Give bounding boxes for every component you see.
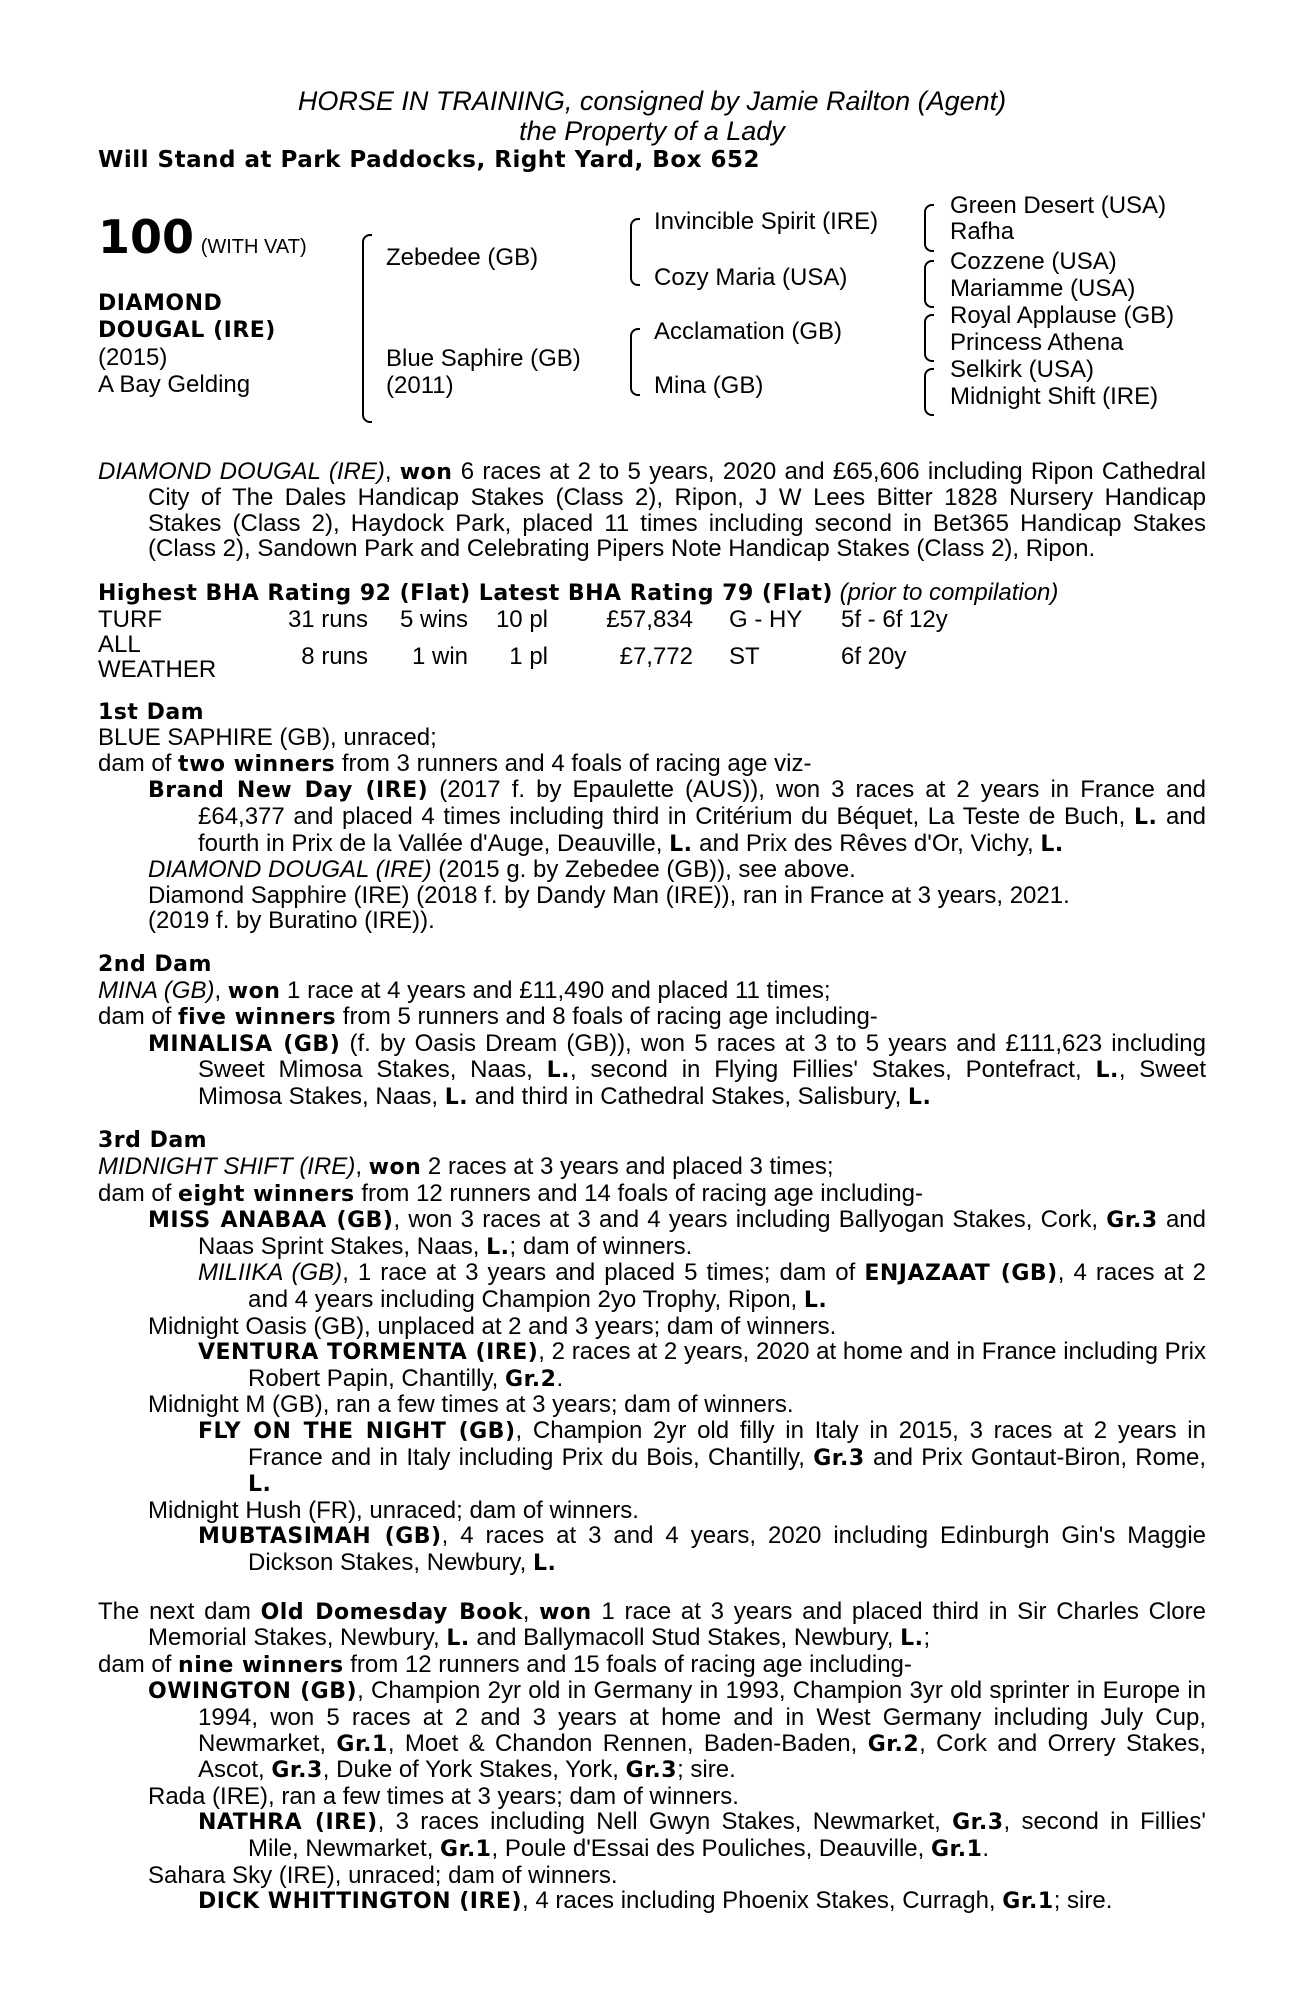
- text-run: MISS ANABAA (GB): [148, 1208, 394, 1234]
- text-run: and Prix Gontaut-Biron, Rome,: [864, 1443, 1206, 1471]
- text-run: , 1 race at 3 years and placed 5 times; dam of: [342, 1259, 865, 1287]
- next-dam-section: [98, 1599, 1206, 1915]
- section-heading: 1st Dam: [98, 699, 205, 725]
- text-run: L.: [444, 1084, 469, 1110]
- text-run: Old Domesday Book: [260, 1599, 523, 1625]
- earnings: £57,834: [606, 605, 693, 633]
- text-run: L.: [1040, 831, 1064, 857]
- text-run: 1 race at 3 years and placed third in Sir Charles Clore Memorial Stakes, Newbury,: [148, 1597, 1206, 1652]
- text-run: Gr.3: [952, 1810, 1004, 1836]
- text-run: FLY ON THE NIGHT (GB): [198, 1419, 516, 1444]
- dam-produce-line: [98, 1652, 1206, 1679]
- text-run: , 4 races including Phoenix Stakes, Curragh,: [522, 1887, 1003, 1915]
- surface: ALL WEATHER: [98, 630, 217, 683]
- text-run: The next dam: [98, 1597, 261, 1625]
- ratings-note: (prior to compilation): [839, 578, 1059, 606]
- sire-parents-brace: [630, 218, 640, 286]
- text-run: , Poule d'Essai des Pouliches, Deauville,: [491, 1834, 931, 1862]
- produce-entry: [98, 1031, 1206, 1111]
- text-run: dam of: [98, 749, 179, 777]
- produce-entry: [98, 1809, 1206, 1862]
- text-run: L.: [669, 831, 693, 857]
- stand-location: Will Stand at Park Paddocks, Right Yard, Box 652: [98, 147, 760, 173]
- text-run: 2 races at 3 years and placed 3 times;: [421, 1153, 834, 1181]
- sire-dam: Cozy Maria (USA): [654, 263, 848, 291]
- g3-brace-4: [924, 368, 934, 416]
- produce-entry: [98, 777, 1206, 857]
- form-table: [98, 607, 948, 682]
- text-run: Gr.1: [1002, 1889, 1054, 1915]
- text-run: Gr.1: [930, 1836, 983, 1862]
- produce-entry: [98, 1260, 1206, 1313]
- vat-label: (WITH VAT): [200, 235, 307, 258]
- dam-parents-brace: [630, 328, 640, 396]
- text-run: from 12 runners and 14 foals of racing age including-: [354, 1179, 923, 1207]
- produce-entry: Midnight M (GB), ran a few times at 3 years; dam of winners.: [148, 1391, 794, 1419]
- text-run: dam of: [98, 1650, 179, 1678]
- text-run: (2017 f. by Epaulette (AUS)), won 3 races at 2 years in France and £64,377 and placed 4 times including third in Critérium du Béquet, La Teste de Buch,: [198, 776, 1207, 830]
- text-run: and third in Cathedral Stakes, Salisbury,: [468, 1082, 908, 1110]
- horse-name-ref: DIAMOND DOUGAL (IRE): [98, 457, 385, 485]
- text-run: ; sire.: [1053, 1887, 1113, 1915]
- text-run: L.: [486, 1234, 510, 1260]
- produce-entry: [98, 1207, 1206, 1260]
- text-run: OWINGTON (GB): [148, 1679, 358, 1705]
- dam-sire: Acclamation (GB): [654, 317, 843, 345]
- dam-dam-dam: Midnight Shift (IRE): [950, 382, 1159, 410]
- text-run: Gr.3: [813, 1445, 865, 1471]
- produce-entry: [98, 1678, 1206, 1783]
- text-run: , 2 races at 2 years, 2020 at home and in France including Prix Robert Papin, Chantilly,: [248, 1338, 1206, 1392]
- g3-brace-2: [924, 260, 934, 308]
- sire-sire-sire: Green Desert (USA): [950, 191, 1167, 219]
- bha-ratings: Highest BHA Rating 92 (Flat) Latest BHA Rating 79 (Flat): [98, 580, 833, 606]
- text-run: MIDNIGHT SHIFT (IRE): [98, 1153, 356, 1181]
- text-run: nine winners: [178, 1652, 344, 1678]
- text-run: .: [982, 1834, 990, 1862]
- text-run: dam of: [98, 1179, 179, 1207]
- produce-entry: [98, 1888, 1206, 1915]
- sire-dam-dam: Mariamme (USA): [950, 274, 1136, 302]
- dam-line: [98, 1154, 1206, 1181]
- text-run: and Prix des Rêves d'Or, Vichy,: [692, 829, 1041, 857]
- dam-dam: Mina (GB): [654, 371, 764, 399]
- distance: 6f 20y: [841, 643, 907, 671]
- text-run: won: [227, 978, 281, 1004]
- text-run: , 3 races including Nell Gwyn Stakes, Newmarket,: [377, 1808, 953, 1836]
- text-run: L.: [900, 1626, 924, 1652]
- text-run: ; sire.: [677, 1756, 736, 1784]
- text-run: dam of: [98, 1003, 179, 1031]
- horse-info: [98, 290, 276, 398]
- produce-entry: (2019 f. by Buratino (IRE)).: [148, 907, 435, 935]
- produce-entry: Midnight Hush (FR), unraced; dam of winners.: [148, 1496, 639, 1524]
- runs: 31 runs: [287, 605, 368, 633]
- dam-produce-line: [98, 751, 1206, 778]
- text-run: from 12 runners and 15 foals of racing age including-: [343, 1650, 912, 1678]
- g3-brace-3: [924, 314, 934, 362]
- text-run: , 4 races at 2 and 4 years including Champion 2yo Trophy, Ripon,: [248, 1259, 1206, 1314]
- text-run: , won 3 races at 3 and 4 years including Ballyogan Stakes, Cork,: [393, 1206, 1107, 1234]
- text-run: Gr.2: [505, 1366, 557, 1392]
- text-run: MUBTASIMAH (GB): [198, 1524, 442, 1550]
- lot-number: 100: [98, 209, 195, 264]
- text-run: from 5 runners and 8 foals of racing age including-: [336, 1003, 878, 1031]
- text-run: NATHRA (IRE): [198, 1810, 378, 1836]
- text-run: from 3 runners and 4 foals of racing age viz-: [335, 749, 812, 777]
- earnings: £7,772: [619, 643, 693, 671]
- horse-name-line2: DOUGAL (IRE): [98, 317, 276, 343]
- property-line: the Property of a Lady: [519, 116, 785, 146]
- section-heading: 3rd Dam: [98, 1128, 208, 1154]
- dam-sire-dam: Princess Athena: [950, 328, 1124, 356]
- text-run: , Champion 2yr old in Germany in 1993, Champion 3yr old sprinter in Europe in 1994, won 5 races at 2 and 3 years at home and in West Germany including July Cup, Newmarket,: [198, 1677, 1206, 1757]
- dam-line: BLUE SAPHIRE (GB), unraced;: [98, 724, 437, 752]
- dam-sire-sire: Royal Applause (GB): [950, 301, 1175, 329]
- produce-entry: [98, 1339, 1206, 1392]
- wins: 1 win: [411, 643, 468, 671]
- text-run: ,: [355, 1153, 369, 1181]
- text-run: , Champion 2yr old filly in Italy in 2015, 3 races at 2 years in France and in Italy including Prix du Bois, Chantilly,: [248, 1417, 1206, 1471]
- text-run: ; dam of winners.: [509, 1232, 693, 1260]
- going: ST: [729, 643, 760, 671]
- text-run: Gr.1: [336, 1731, 388, 1757]
- text-run: ;: [923, 1624, 931, 1652]
- text-run: L.: [546, 1058, 571, 1084]
- text-run: ,: [214, 976, 228, 1004]
- produce-entry: Sahara Sky (IRE), unraced; dam of winners.: [148, 1861, 618, 1889]
- text-run: Brand New Day (IRE): [148, 778, 429, 804]
- wins: 5 wins: [399, 605, 468, 633]
- produce-entry: [98, 1418, 1206, 1498]
- surface: TURF: [98, 605, 162, 633]
- text-run: , 4 races at 3 and 4 years, 2020 including Edinburgh Gin's Maggie Dickson Stakes, Newbury,: [248, 1522, 1206, 1576]
- text-run: VENTURA TORMENTA (IRE): [198, 1340, 539, 1366]
- produce-entry: Midnight Oasis (GB), unplaced at 2 and 3 years; dam of winners.: [148, 1312, 837, 1340]
- text-run: , second in Fillies' Mile, Newmarket,: [248, 1808, 1206, 1862]
- catalogue-page: [98, 86, 1206, 1915]
- text-run: won: [539, 1599, 592, 1625]
- text-run: and Ballymacoll Stud Stakes, Newbury,: [469, 1624, 901, 1652]
- text-run: L.: [803, 1288, 828, 1314]
- text-run: ENJAZAAT (GB): [864, 1261, 1058, 1287]
- text-run: L.: [533, 1550, 557, 1576]
- horse-description: A Bay Gelding: [98, 370, 251, 398]
- third-dam-section: [98, 1128, 1206, 1576]
- text-run: 1 race at 4 years and £11,490 and placed 11 times;: [280, 976, 831, 1004]
- sire-sire-dam: Rafha: [950, 217, 1015, 245]
- text-run: and fourth in Prix de la Vallée d'Auge, Deauville,: [198, 802, 1206, 857]
- going: G - HY: [729, 605, 803, 633]
- text-run: MINALISA (GB): [148, 1031, 341, 1057]
- produce-entry: [98, 857, 1206, 883]
- sire-name: Zebedee (GB): [386, 243, 539, 271]
- text-run: (2015 g. by Zebedee (GB)), see above.: [431, 856, 856, 884]
- text-run: ,: [522, 1597, 540, 1625]
- text-run: Gr.2: [867, 1731, 920, 1757]
- first-dam-section: [98, 700, 1206, 934]
- horse-year: (2015): [98, 343, 168, 371]
- text-run: .: [556, 1364, 564, 1392]
- horse-name-line1: DIAMOND: [98, 290, 223, 316]
- text-run: Gr.1: [440, 1836, 492, 1862]
- lot-number-row: [98, 209, 307, 264]
- sire-dam-sire: Cozzene (USA): [950, 247, 1117, 275]
- text-run: (f. by Oasis Dream (GB)), won 5 races at 3 to 5 years and £111,623 including Sweet Mimosa Stakes, Naas,: [198, 1029, 1206, 1084]
- text-run: , Sweet Mimosa Stakes, Naas,: [198, 1056, 1206, 1110]
- distance: 5f - 6f 12y: [841, 605, 948, 633]
- text-run: L.: [1095, 1058, 1119, 1084]
- text-run: DICK WHITTINGTON (IRE): [198, 1889, 522, 1915]
- produce-entry: Rada (IRE), ran a few times at 3 years; dam of winners.: [148, 1782, 739, 1810]
- consignor-line: HORSE IN TRAINING, consigned by Jamie Railton (Agent): [297, 86, 1007, 116]
- text-run: Gr.3: [625, 1758, 678, 1784]
- text-run: , Cork and Orrery Stakes, Ascot,: [198, 1729, 1207, 1784]
- text-run: DIAMOND DOUGAL (IRE): [148, 856, 432, 884]
- text-run: MILIIKA (GB): [198, 1259, 343, 1287]
- text-run: won: [368, 1155, 422, 1181]
- runs: 8 runs: [301, 643, 368, 671]
- text-run: two winners: [178, 751, 336, 777]
- text-run: L.: [446, 1626, 470, 1652]
- text-run: , second in Flying Fillies' Stakes, Pontefract,: [570, 1056, 1096, 1084]
- g3-brace-1: [924, 204, 934, 252]
- form-row-turf: [98, 607, 948, 632]
- summary-text: 6 races at 2 to 5 years, 2020 and £65,606 including Ripon Cathedral City of The Dales Handicap Stakes (Class 2), Ripon, J W Lees Bitter 1828 Nursery Handicap Stakes (Class 2), Haydock Park, placed 11 times including second in Bet365 Handicap Stakes (Class 2), Sandown Park and Celebrating Pipers Note Handicap Stakes (Class 2), Ripon.: [148, 457, 1206, 563]
- pedigree-block: [98, 191, 1206, 439]
- dam-line: [98, 1599, 1206, 1652]
- text-run: L.: [907, 1084, 932, 1110]
- sire-sire: Invincible Spirit (IRE): [654, 207, 879, 235]
- second-dam-section: [98, 952, 1206, 1111]
- text-run: Gr.3: [1106, 1208, 1158, 1234]
- dam-line: [98, 978, 1206, 1005]
- text-run: Gr.3: [271, 1758, 323, 1784]
- text-run: MINA (GB): [98, 976, 215, 1004]
- placed: 1 pl: [509, 643, 548, 671]
- produce-entry: Diamond Sapphire (IRE) (2018 f. by Dandy Man (IRE)), ran in France at 3 years, 2021.: [148, 881, 1070, 909]
- won-label: won: [399, 459, 453, 485]
- dam-produce-line: [98, 1004, 1206, 1031]
- text-run: L.: [1133, 804, 1158, 830]
- text-run: eight winners: [178, 1181, 355, 1207]
- dam-name: Blue Saphire (GB): [386, 344, 581, 372]
- text-run: , Duke of York Stakes, York,: [322, 1756, 626, 1784]
- form-row-aw: [98, 632, 948, 682]
- race-summary: DIAMOND DOUGAL (IRE), won 6 races at 2 to 5 years, 2020 and £65,606 including Ripon Cathedral City of The Dales Handicap Stakes (Class 2), Ripon, J W Lees Bitter 1828 Nursery Handicap Stakes (Class 2), Haydock Park, placed 11 times including second in Bet365 Handicap Stakes (Class 2), Sandown Park and Celebrating Pipers Note Handicap Stakes (Class 2), Ripon.: [98, 457, 1206, 563]
- text-run: , Moet & Chandon Rennen, Baden-Baden,: [387, 1729, 868, 1757]
- sire-dam-brace: [362, 234, 372, 423]
- dam-year: (2011): [386, 371, 454, 399]
- dam-produce-line: [98, 1181, 1206, 1208]
- section-heading: 2nd Dam: [98, 951, 212, 977]
- text-run: five winners: [178, 1005, 337, 1031]
- ratings-section: [98, 580, 1206, 682]
- produce-entry: [98, 1523, 1206, 1576]
- dam-dam-sire: Selkirk (USA): [950, 355, 1095, 383]
- text-run: and Naas Sprint Stakes, Naas,: [198, 1206, 1206, 1260]
- text-run: L.: [248, 1472, 272, 1498]
- placed: 10 pl: [495, 605, 548, 633]
